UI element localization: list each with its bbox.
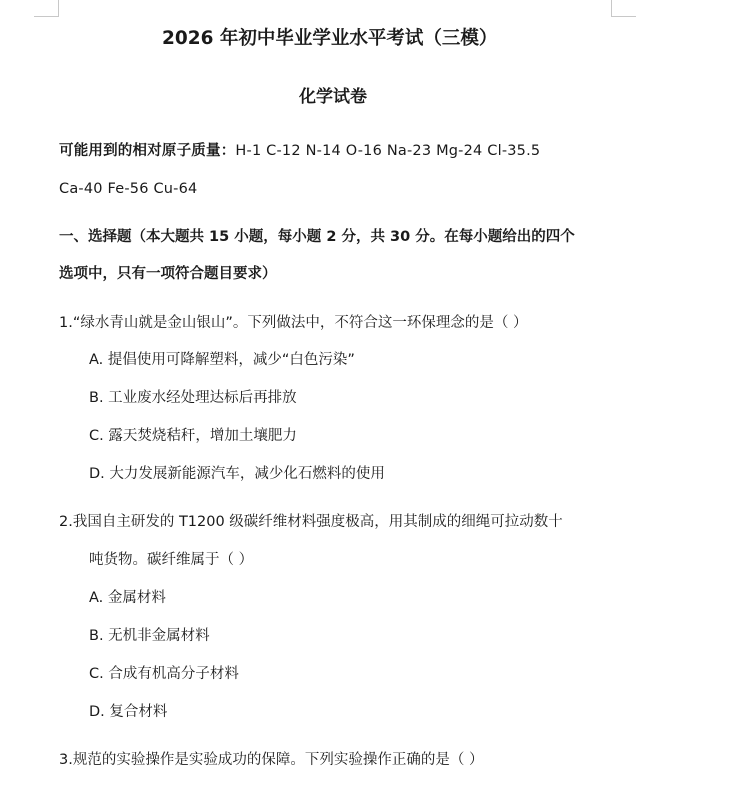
page-corner-mark-left [34,0,59,17]
section-heading-line-1: 一、选择题（本大题共 15 小题，每小题 2 分，共 30 分。在每小题给出的四个 [59,229,575,245]
exam-subtitle: 化学试卷 [299,87,367,107]
question-1-stem: 1.“绿水青山就是金山银山”。下列做法中，不符合这一环保理念的是（ ） [59,315,528,331]
question-1-option-a: A. 提倡使用可降解塑料，减少“白色污染” [89,352,355,368]
question-1-option-c: C. 露天焚烧秸秆，增加土壤肥力 [89,428,297,444]
atomic-mass-label: 可能用到的相对原子质量： [59,143,236,159]
question-2-option-c: C. 合成有机高分子材料 [89,666,239,682]
page-corner-mark-right [611,0,636,17]
question-1-option-b: B. 工业废水经处理达标后再排放 [89,390,297,406]
question-3-stem: 3.规范的实验操作是实验成功的保障。下列实验操作正确的是（ ） [59,752,484,768]
atomic-mass-values-1: H-1 C-12 N-14 O-16 Na-23 Mg-24 Cl-35.5 [235,143,541,159]
atomic-mass-line-1 [59,141,540,161]
exam-title: 2026 年初中毕业学业水平考试（三模） [162,28,498,49]
question-2-option-b: B. 无机非金属材料 [89,628,210,644]
question-2-stem-continued: 吨货物。碳纤维属于（ ） [89,552,254,568]
question-1-option-d: D. 大力发展新能源汽车，减少化石燃料的使用 [89,466,385,482]
atomic-mass-values-2: Ca-40 Fe-56 Cu-64 [59,181,198,197]
question-2-option-d: D. 复合材料 [89,704,168,720]
section-heading-line-2: 选项中，只有一项符合题目要求） [59,266,277,282]
question-2-option-a: A. 金属材料 [89,590,166,606]
question-2-stem: 2.我国自主研发的 T1200 级碳纤维材料强度极高，用其制成的细绳可拉动数十 [59,514,563,530]
